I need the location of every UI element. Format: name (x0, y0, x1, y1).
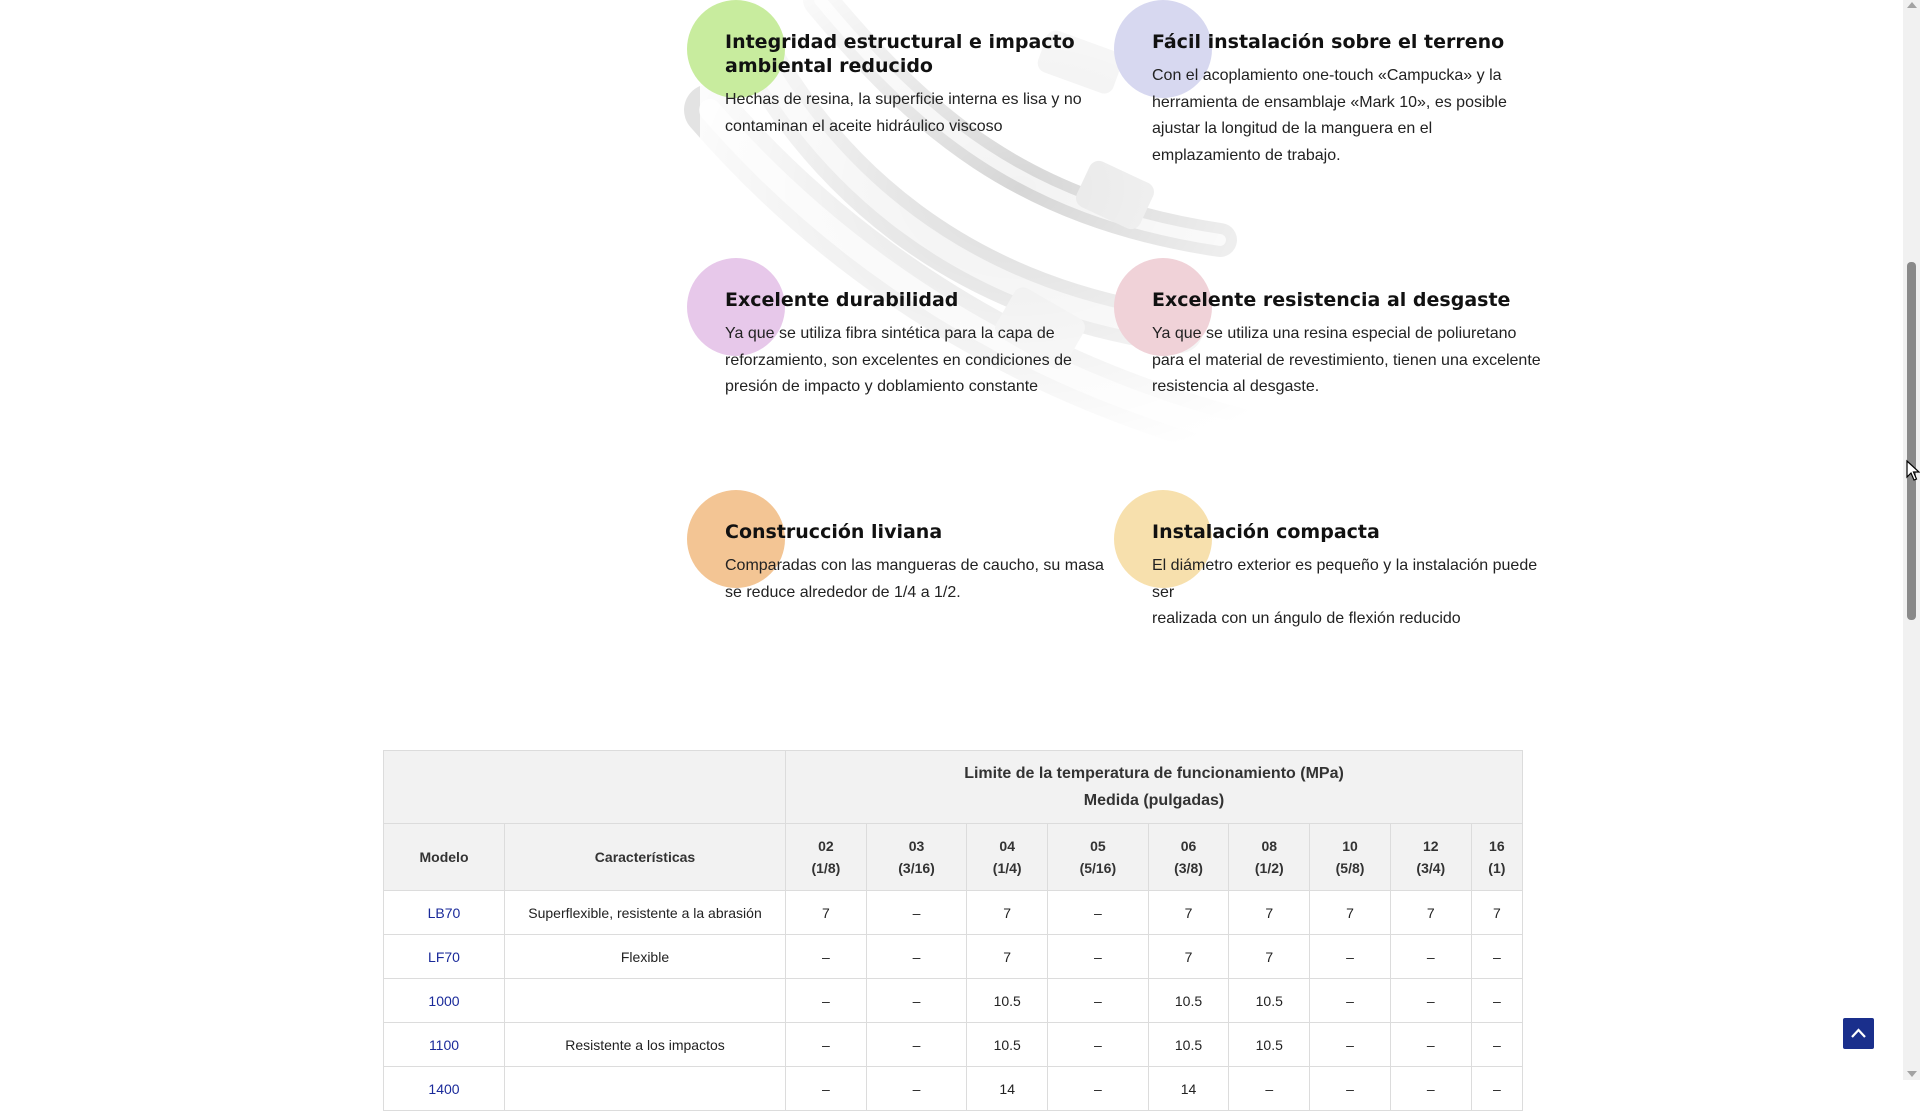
size-code: 04 (999, 838, 1015, 854)
column-header-size-16 (1471, 824, 1522, 891)
characteristics-cell: Flexible (505, 935, 786, 979)
pressure-value-cell: – (866, 891, 967, 935)
pressure-value-cell: – (1048, 979, 1149, 1023)
pressure-value-cell: – (786, 1023, 867, 1067)
pressure-value-cell: – (1310, 979, 1391, 1023)
size-code: 05 (1090, 838, 1106, 854)
model-link[interactable]: 1400 (384, 1067, 505, 1111)
feature-easy-installation (1152, 0, 1542, 169)
column-header-size-02 (786, 824, 867, 891)
model-link[interactable]: 1100 (384, 1023, 505, 1067)
feature-title: Construcción liviana (725, 521, 943, 543)
pressure-value-cell: – (786, 979, 867, 1023)
pressure-value-cell: 7 (967, 891, 1048, 935)
feature-text: Ya que se utiliza una resina especial de poliuretano para el material de revestimiento, tienen una excelente resistencia al desgaste. (1152, 325, 1541, 395)
pressure-value-cell: – (1390, 1067, 1471, 1111)
feature-text: Comparadas con las mangueras de caucho, su masa se reduce alrededor de 1/4 a 1/2. (725, 557, 1104, 601)
feature-title: Integridad estructural e impacto ambiental reducido (725, 31, 1075, 77)
size-inch: (3/8) (1174, 860, 1203, 876)
column-header-size-12 (1390, 824, 1471, 891)
model-link[interactable]: 1000 (384, 979, 505, 1023)
table-row (384, 935, 1523, 979)
pressure-value-cell: – (1390, 1023, 1471, 1067)
pressure-value-cell: – (1310, 935, 1391, 979)
table-row (384, 1023, 1523, 1067)
pressure-value-cell: 14 (967, 1067, 1048, 1111)
feature-wear-resistance (1152, 258, 1542, 401)
table-group-header (786, 751, 1523, 824)
back-to-top-button[interactable] (1843, 1018, 1874, 1049)
pressure-value-cell: – (866, 1067, 967, 1111)
size-inch: (1) (1488, 860, 1506, 876)
pressure-value-cell: – (1471, 1067, 1522, 1111)
feature-text: Hechas de resina, la superficie interna es lisa y no contaminan el aceite hidráulico viscoso (725, 91, 1082, 135)
table-row (384, 1067, 1523, 1111)
pressure-value-cell: 10.5 (1148, 1023, 1229, 1067)
feature-title: Instalación compacta (1152, 521, 1380, 543)
pressure-value-cell: – (1048, 1067, 1149, 1111)
size-code: 02 (818, 838, 834, 854)
pressure-value-cell: 7 (1390, 891, 1471, 935)
chevron-up-icon (1850, 1026, 1867, 1040)
column-header-characteristics: Características (505, 824, 786, 891)
size-code: 03 (908, 838, 925, 854)
feature-lightweight (725, 490, 1115, 606)
pressure-value-cell: – (1310, 1067, 1391, 1111)
size-inch: (3/4) (1416, 860, 1446, 876)
feature-durability (725, 258, 1115, 401)
group-header-line1: Limite de la temperatura de funcionamiento (MPa) (964, 765, 1344, 782)
characteristics-cell (505, 1067, 786, 1111)
pressure-value-cell: – (786, 1067, 867, 1111)
model-link[interactable]: LF70 (384, 935, 505, 979)
characteristics-cell: Superflexible, resistente a la abrasión (505, 891, 786, 935)
pressure-value-cell: 10.5 (1148, 979, 1229, 1023)
size-inch: (1/8) (811, 860, 841, 876)
feature-text: Ya que se utiliza fibra sintética para la capa de reforzamiento, son excelentes en condiciones de presión de impacto y doblamiento constante (725, 325, 1072, 395)
pressure-value-cell: 10.5 (967, 979, 1048, 1023)
table-column-headers (384, 824, 1523, 891)
scroll-down-arrow-icon[interactable] (1907, 1071, 1917, 1077)
mouse-cursor-icon (1906, 460, 1920, 482)
feature-text: Con el acoplamiento one-touch «Campucka» y la herramienta de ensamblaje «Mark 10», es posible ajustar la longitud de la manguera en el emplazamiento de trabajo. (1152, 67, 1507, 164)
column-header-size-08 (1229, 824, 1310, 891)
pressure-value-cell: 7 (786, 891, 867, 935)
column-header-size-10 (1310, 824, 1391, 891)
pressure-value-cell: – (866, 979, 967, 1023)
group-header-line2: Medida (pulgadas) (1083, 792, 1225, 809)
pressure-value-cell: – (1390, 979, 1471, 1023)
feature-text: El diámetro exterior es pequeño y la instalación puede ser realizada con un ángulo de flexión reducido (1152, 557, 1538, 627)
vertical-scrollbar[interactable] (1903, 0, 1920, 1080)
size-inch: (1/2) (1254, 860, 1284, 876)
feature-title: Excelente resistencia al desgaste (1152, 289, 1511, 311)
size-inch: (1/4) (992, 860, 1022, 876)
pressure-value-cell: 14 (1148, 1067, 1229, 1111)
size-inch: (5/8) (1335, 860, 1365, 876)
pressure-value-cell: – (1229, 1067, 1310, 1111)
pressure-value-cell: 7 (1310, 891, 1391, 935)
table-row (384, 891, 1523, 935)
pressure-value-cell: 7 (1471, 891, 1522, 935)
column-header-size-04 (967, 824, 1048, 891)
size-inch: (5/16) (1079, 860, 1117, 876)
pressure-value-cell: – (1048, 935, 1149, 979)
pressure-value-cell: – (1471, 1023, 1522, 1067)
size-inch: (3/16) (898, 860, 935, 876)
pressure-value-cell: – (866, 1023, 967, 1067)
column-header-model: Modelo (384, 824, 505, 891)
feature-title: Fácil instalación sobre el terreno (1152, 31, 1505, 53)
column-header-size-05 (1048, 824, 1149, 891)
pressure-value-cell: 7 (1229, 891, 1310, 935)
pressure-value-cell: – (866, 935, 967, 979)
pressure-value-cell: 7 (967, 935, 1048, 979)
characteristics-cell (505, 979, 786, 1023)
pressure-value-cell: – (1471, 935, 1522, 979)
pressure-value-cell: 10.5 (967, 1023, 1048, 1067)
table-header-empty (384, 751, 786, 824)
table-body (384, 891, 1523, 1111)
pressure-value-cell: 7 (1229, 935, 1310, 979)
pressure-value-cell: – (786, 935, 867, 979)
pressure-value-cell: 10.5 (1229, 1023, 1310, 1067)
size-code: 08 (1261, 838, 1278, 854)
size-code: 10 (1342, 838, 1358, 854)
feature-title: Excelente durabilidad (725, 289, 959, 311)
pressure-value-cell: 10.5 (1229, 979, 1310, 1023)
characteristics-cell: Resistente a los impactos (505, 1023, 786, 1067)
size-code: 06 (1180, 838, 1197, 854)
size-code: 12 (1423, 838, 1439, 854)
feature-structural-integrity (725, 0, 1115, 140)
pressure-value-cell: 7 (1148, 891, 1229, 935)
column-header-size-03 (866, 824, 967, 891)
pressure-value-cell: 7 (1148, 935, 1229, 979)
pressure-value-cell: – (1310, 1023, 1391, 1067)
scrollbar-thumb[interactable] (1907, 262, 1916, 620)
pressure-value-cell: – (1048, 891, 1149, 935)
pressure-value-cell: – (1048, 1023, 1149, 1067)
table-row (384, 979, 1523, 1023)
model-link[interactable]: LB70 (384, 891, 505, 935)
size-code: 16 (1489, 838, 1505, 854)
pressure-value-cell: – (1471, 979, 1522, 1023)
pressure-value-cell: – (1390, 935, 1471, 979)
feature-compact-installation (1152, 490, 1542, 633)
spec-table (383, 750, 1523, 1111)
scroll-up-arrow-icon[interactable] (1907, 2, 1917, 8)
column-header-size-06 (1148, 824, 1229, 891)
